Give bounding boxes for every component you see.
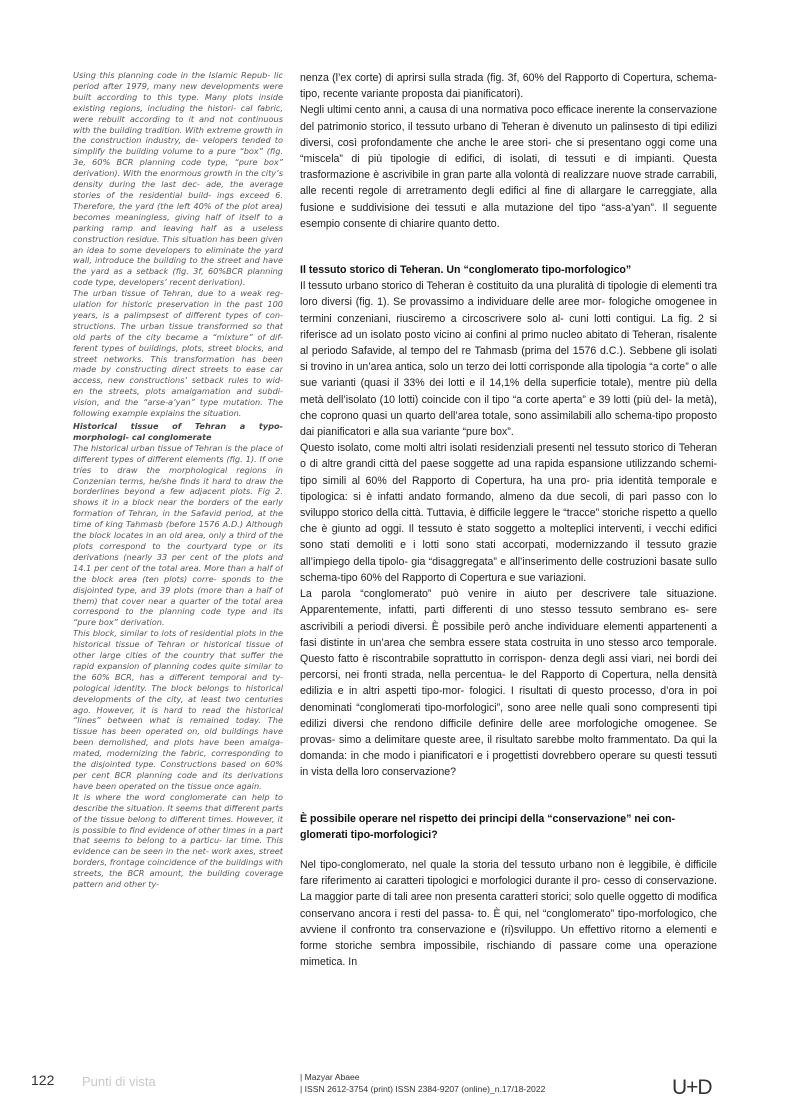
italian-paragraph: Negli ultimi cento anni, a causa di una normativa poco efficace inerente la conservazione del patrimonio storico, il tessuto urbano di Teheran è divenuto un palinsesto di tipi edilizi diversi, così profondamente che anche le aree stori- che si presentano oggi come una “miscela” di più tipologie di edifici, di isolati, di tessuti e di impianti. Questa trasformazione è ascrivibile in gran parte alla volontà di realizzare nuove strade carrabili, alle recenti regole di arretramento degli edifici al fine di allargare le carreggiate, alla fusione e suddivisione dei tessuti e alla mutazione del tipo “ass-a’yan”. Il seguente esempio consente di chiarire quanto detto. <box>300 104 717 230</box>
english-paragraph: This block, similar to lots of residential plots in the historical tissue of Tehran or historical tissue of other large cities of the country that suffer the rapid expansion of planning codes quite similar to the 60% BCR, has a different temporal and ty- pological identity. The block belongs to historical developments of the city, at least two centuries ago. However, it is hard to read the historical “lines” between what is remained today. The tissue has been operated on, old buildings have been demolished, and plots have been amalga- mated, modernizing the fabric, corresponding to the disjointed type. Constructions based on 60% per cent BCR planning code and its derivations have been operated on the tissue once again. <box>73 628 283 791</box>
page-number: 122 <box>31 1072 55 1088</box>
footer-author: | Mazyar Abaee <box>300 1072 360 1082</box>
footer-info <box>300 1072 545 1095</box>
footer-issn: | ISSN 2612-3754 (print) ISSN 2384-9207 (online)_n.17/18-2022 <box>300 1083 546 1094</box>
journal-logo: U+D <box>672 1076 712 1099</box>
section-spacer <box>300 781 717 811</box>
english-paragraph: The historical urban tissue of Tehran is the place of different types of different elements (fig. 1). If one tries to draw the morphological regions in Conzenian terms, he/she finds it hard to draw the borderlines beyond a few adjacent plots. Fig 2. shows it in a block near the borders of the early formation of Tehran, in the Safavid period, at the time of king Tahmasb (before 1576 A.D.) Although the block locates in an old area, only a third of the plots correspond to the courtyard type or its derivations (nearly 33 per cent of the plots and 14.1 per cent of the total area. More than a half of the block area (ten plots) corre- sponds to the disjointed type, and 39 plots (more than a half of them) that cover near a quarter of the total area correspond to the planning code type and its “pure box” derivation. <box>73 442 283 628</box>
italian-paragraph: nenza (l’ex corte) di aprirsi sulla strada (fig. 3f, 60% del Rapporto di Copertura, schema-tipo, recente variante proposta dai pianificatori). <box>300 72 717 101</box>
italian-paragraph: La parola “conglomerato” può venire in aiuto per descrivere tale situazione. Apparentemente, infatti, parti differenti di uno stesso tessuto sembrano es- sere ascrivibili a periodi diversi. È possibile però anche individuare elementi appartenenti a fasi distinte in un’area che sembra essere stata costruita in uno stesso arco temporale. Questo fatto è riscontrabile soprattutto in corrispon- denza degli assi viari, nei bordi dei percorsi, nei fronti strada, nella percentua- le del Rapporto di Copertura, nella densità edilizia e in altri aspetti tipo-mor- fologici. I risultati di questo processo, d’ora in poi denominati “conglomerati tipo-morfologici”, sono aree nelle quali sono compresenti tipi edilizi diversi che rendono difficile definire delle aree morfologiche omogenee. Se provas- simo a delimitare queste aree, il risultato sarebbe molto frammentato. Da qui la domanda: in che modo i pianificatori e i progettisti dovrebbero operare su questi tessuti in vista della loro conservazione? <box>300 588 717 779</box>
italian-column <box>300 70 717 1055</box>
english-paragraph: The urban tissue of Tehran, due to a weak reg- ulation for historic preservation in the past 100 years, is a palimpsest of different types of con- structions. The urban tissue transformed so that old parts of the city became a “mixture” of dif- ferent types of buildings, plots, street blocks, and street networks. This transformation has been made by constructing direct streets to ease car access, new constructions’ setback rules to wid- en the streets, plots amalgamation and subdi- vision, and the “arse-a’yan” type mutation. The following example explains the situation. <box>73 288 283 419</box>
section-spacer <box>300 232 717 262</box>
italian-paragraph: Questo isolato, come molti altri isolati residenziali presenti nel tessuto storico di Teheran o di altre grandi città del paese soggette ad una rapida espansione utilizzando schemi-tipo simili al 60% del Rapporto di Copertura, ha una pro- pria identità temporale e tipologica: si è infatti andato formando, almeno da due secoli, di pari passo con lo sviluppo storico della città. Tuttavia, è difficile leggere le “tracce” storiche rispetto a quello che è giunto ad oggi. Il tessuto è stato soggetto a molteplici interventi, i vecchi edifici sono stati demoliti e i lotti sono stati accorpati, modernizzando il tessuto grazie all’impiego della tipolo- gia “disaggregata” e all’inserimento delle costruzioni basate sullo schema-tipo 60% del Rapporto di Copertura e sue variazioni. <box>300 442 717 584</box>
italian-paragraph: Nel tipo-conglomerato, nel quale la storia del tessuto urbano non è leggibile, è difficile fare riferimento ai caratteri tipologici e morfologici durante il pro- cesso di conservazione. La maggior parte di tali aree non presenta caratteri storici; solo quelle oggetto di modifica conservano ancora i resti del passa- to. È qui, nel “conglomerato” tipo-morfologico, che avviene il confronto tra conservazione e (ri)sviluppo. Un effettivo ritorno a elementi e forme storiche sembra impossibile, rischiando di passare come una operazione mimetica. In <box>300 858 717 969</box>
section-heading: Il tessuto storico di Teheran. Un “conglomerato tipo-morfologico” <box>300 264 632 277</box>
english-column <box>73 70 283 1100</box>
section-spacer <box>300 843 717 857</box>
running-section-tag: Punti di vista <box>82 1074 156 1089</box>
english-section-title: Historical tissue of Tehran a typo-morphologi- cal conglomerate <box>73 421 283 442</box>
section-heading: È possibile operare nel rispetto dei principi della “conservazione” nei con- glomerati tipo-morfologici? <box>300 812 675 841</box>
english-paragraph: Using this planning code in the Islamic Repub- lic period after 1979, many new developments were built according to this type. Many plots inside existing regions, including the histori- cal fabric, were rebuilt according to it and not continuous with the building tradition. With extreme growth in the construction industry, de- velopers tended to simplify the building volume to a pure “box” (fig. 3e, 60% BCR planning code type, “pure box” derivation). With the enormous growth in the city’s density during the last dec- ade, the average stories of the residential build- ings exceed 6. Therefore, the yard (the left 40% of the plot area) becomes meaningless, giving half of itself to a parking ramp and leaving half as a useless construction residue. This situation has been given an idea to some developers to eliminate the yard wall, introduce the building to the street and have the yard as a setback (fig. 3f, 60%BCR planning code type, developers’ recent derivation). <box>73 70 283 288</box>
italian-paragraph: Il tessuto urbano storico di Teheran è costituito da una pluralità di tipologie di elementi tra loro diversi (fig. 1). Se provassimo a individuare delle aree mor- fologiche omogenee in termini conzeniani, riusciremo a circoscrivere solo al- cuni lotti contigui. La fig. 2 si riferisce ad un isolato posto vicino ai confini al primo nucleo abitato di Teheran, risalente al periodo Safavide, al tempo del re Tahmasb (prima del 1576 d.C.). Sebbene gli isolati si trovino in un’area antica, solo un terzo dei lotti corrisponde alla tipologia “a corte” o alle sue varianti (quasi il 33% dei lotti e il 14,1% della superficie totale), mentre più della metà dell’isolato (10 lotti) coincide con il tipo “a corte aperta” e 39 lotti (più del- la metà), che coprono quasi un quarto dell’area totale, sono assimilabili allo schema-tipo proposto dai pianificatori e alla sua variante “pure box”. <box>300 280 717 439</box>
english-paragraph: It is where the word conglomerate can help to describe the situation. It seems that different parts of the tissue belong to different times. However, it is possible to find evidence of other times in a part that seems to belong to a particu- lar time. This evidence can be seen in the net- work axes, street borders, frontage coincidence of the buildings with streets, the BCR amount, the building coverage pattern and other ty- <box>73 791 283 890</box>
